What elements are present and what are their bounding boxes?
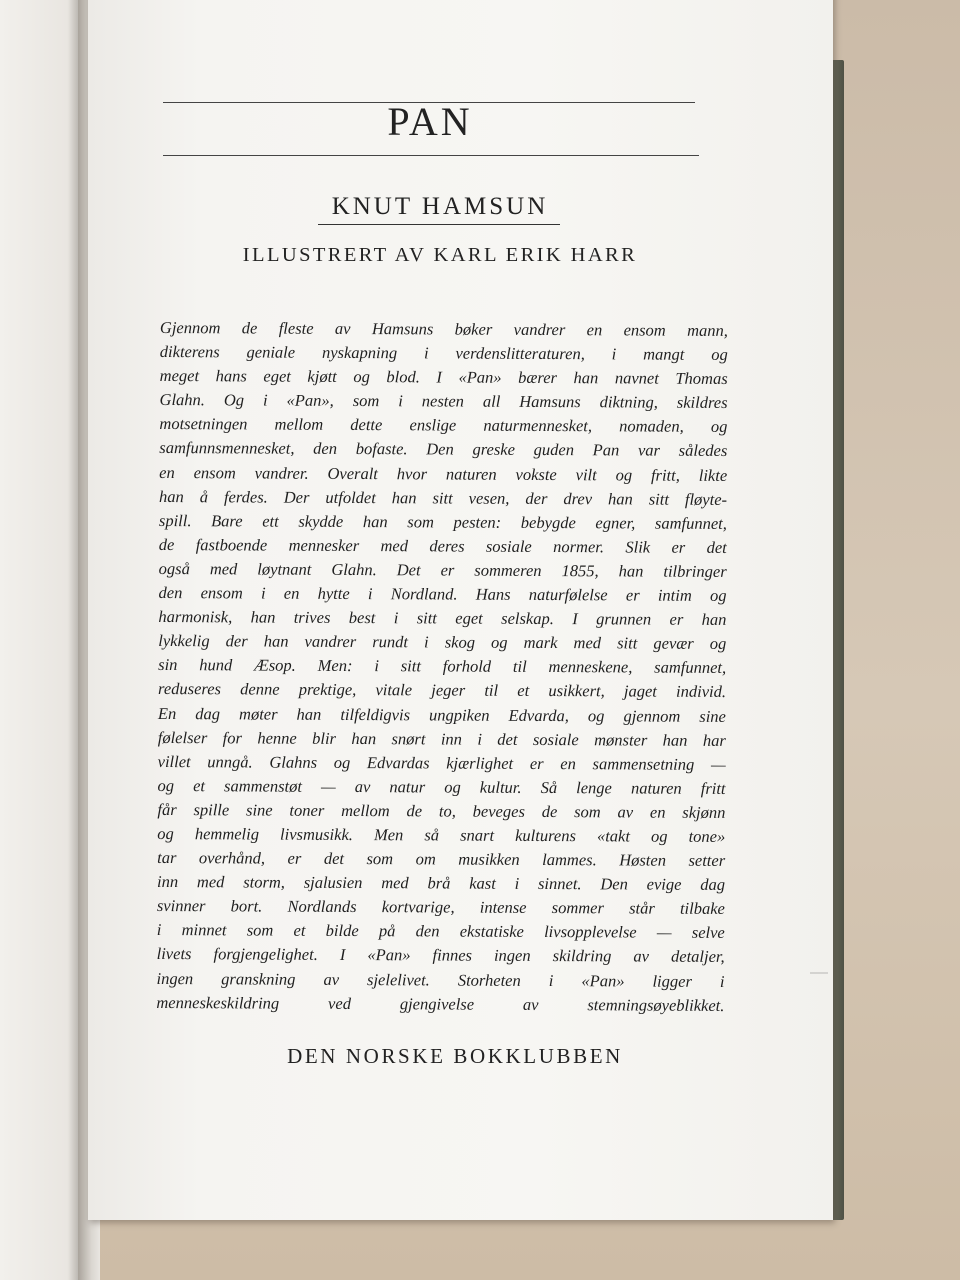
title-rule-bottom	[163, 155, 699, 156]
facing-page-edge	[68, 0, 78, 1280]
blurb-line: ingen granskning av sjelelivet. Storheten i «Pan» ligger i	[156, 968, 725, 991]
blurb-line: reduseres denne prektige, vitale jeger til et usikkert, jaget individ.	[157, 679, 727, 702]
blurb-line: Glahn. Og i «Pan», som i nesten all Hamsuns diktning, skildres	[159, 390, 728, 413]
blurb-line: villet unngå. Glahns og Edvardas kjærlighet er en sammensetning —	[157, 751, 726, 774]
blurb-line: i minnet som et bilde på den ekstatiske livsopplevelse — selve	[156, 920, 725, 943]
blurb-line: også med løytnant Glahn. Det er sommeren 1855, han tilbringer	[158, 558, 727, 581]
blurb-line: og et sammenstøt — av natur og kultur. Så lenge naturen fritt	[157, 775, 726, 798]
publisher-name: DEN NORSKE BOKKLUBBEN	[287, 1044, 623, 1068]
blurb-line: motsetningen mellom dette enslige naturmennesket, nomaden, og	[159, 414, 728, 437]
blurb-line: inn med storm, sjalusien med brå kast i sinnet. Den evige dag	[156, 872, 726, 895]
author-name: KNUT HAMSUN	[331, 193, 549, 220]
author-underline	[318, 224, 560, 225]
blurb-line: spill. Bare ett skydde han som pesten: bebygde egner, samfunnet,	[158, 510, 727, 533]
blurb-line: meget hans eget kjøtt og blod. I «Pan» bærer han navnet Thomas	[159, 366, 728, 389]
blurb-line: samfunnsmennesket, den bofaste. Den greske guden Pan var således	[159, 438, 728, 461]
blurb-line: harmonisk, han trives best i sitt eget selskap. I grunnen er han	[158, 607, 727, 630]
blurb-line: svinner bort. Nordlands kortvarige, intense sommer står tilbake	[156, 896, 725, 919]
blurb-line: får spille sine toner mellom de to, beveges de som av en skjønn	[157, 799, 726, 822]
blurb-line: En dag møter han tilfeldigvis ungpiken Edvarda, og gjennom sine	[157, 703, 726, 726]
blurb-text	[156, 316, 728, 1018]
blurb-line: han å ferdes. Der utfoldet han sitt vesen, der drev han sitt fløyte-	[159, 486, 728, 509]
blurb-line: menneskeskildring ved gjengivelse av stemningsøyeblikket.	[156, 992, 725, 1015]
blurb-line: de fastboende mennesker med deres sosiale normer. Slik er det	[158, 534, 727, 557]
illustrator-credit: ILLUSTRERT AV KARL ERIK HARR	[242, 244, 638, 266]
show-through-mark	[810, 972, 828, 974]
blurb-line: den ensom i en hytte i Nordland. Hans naturfølelse er intim og	[158, 583, 727, 606]
blurb-line: lykkelig der han vandrer rundt i skog og mark med sitt gevær og	[158, 631, 727, 654]
blurb-line: en ensom vandrer. Overalt hvor naturen vokste vilt og fritt, likte	[159, 462, 728, 485]
blurb-line: sin hund Æsop. Men: i sitt forhold til menneskene, samfunnet,	[158, 655, 727, 678]
blurb-line: og hemmelig livsmusikk. Men så snart kulturens «takt og tone»	[157, 823, 726, 846]
blurb-line: dikterens geniale nyskapning i verdenslitteraturen, i mangt og	[159, 342, 728, 365]
blurb-line: Gjennom de fleste av Hamsuns bøker vandrer en ensom mann,	[159, 317, 728, 340]
blurb-line: følelser for henne blir han snørt inn i det sosiale mønster han har	[157, 727, 726, 750]
blurb-line: tar overhånd, er det som om musikken lammes. Høsten setter	[157, 848, 726, 871]
book-title: PAN	[387, 99, 473, 144]
blurb-line: livets forgjengelighet. I «Pan» finnes ingen skildring av detaljer,	[156, 944, 725, 967]
